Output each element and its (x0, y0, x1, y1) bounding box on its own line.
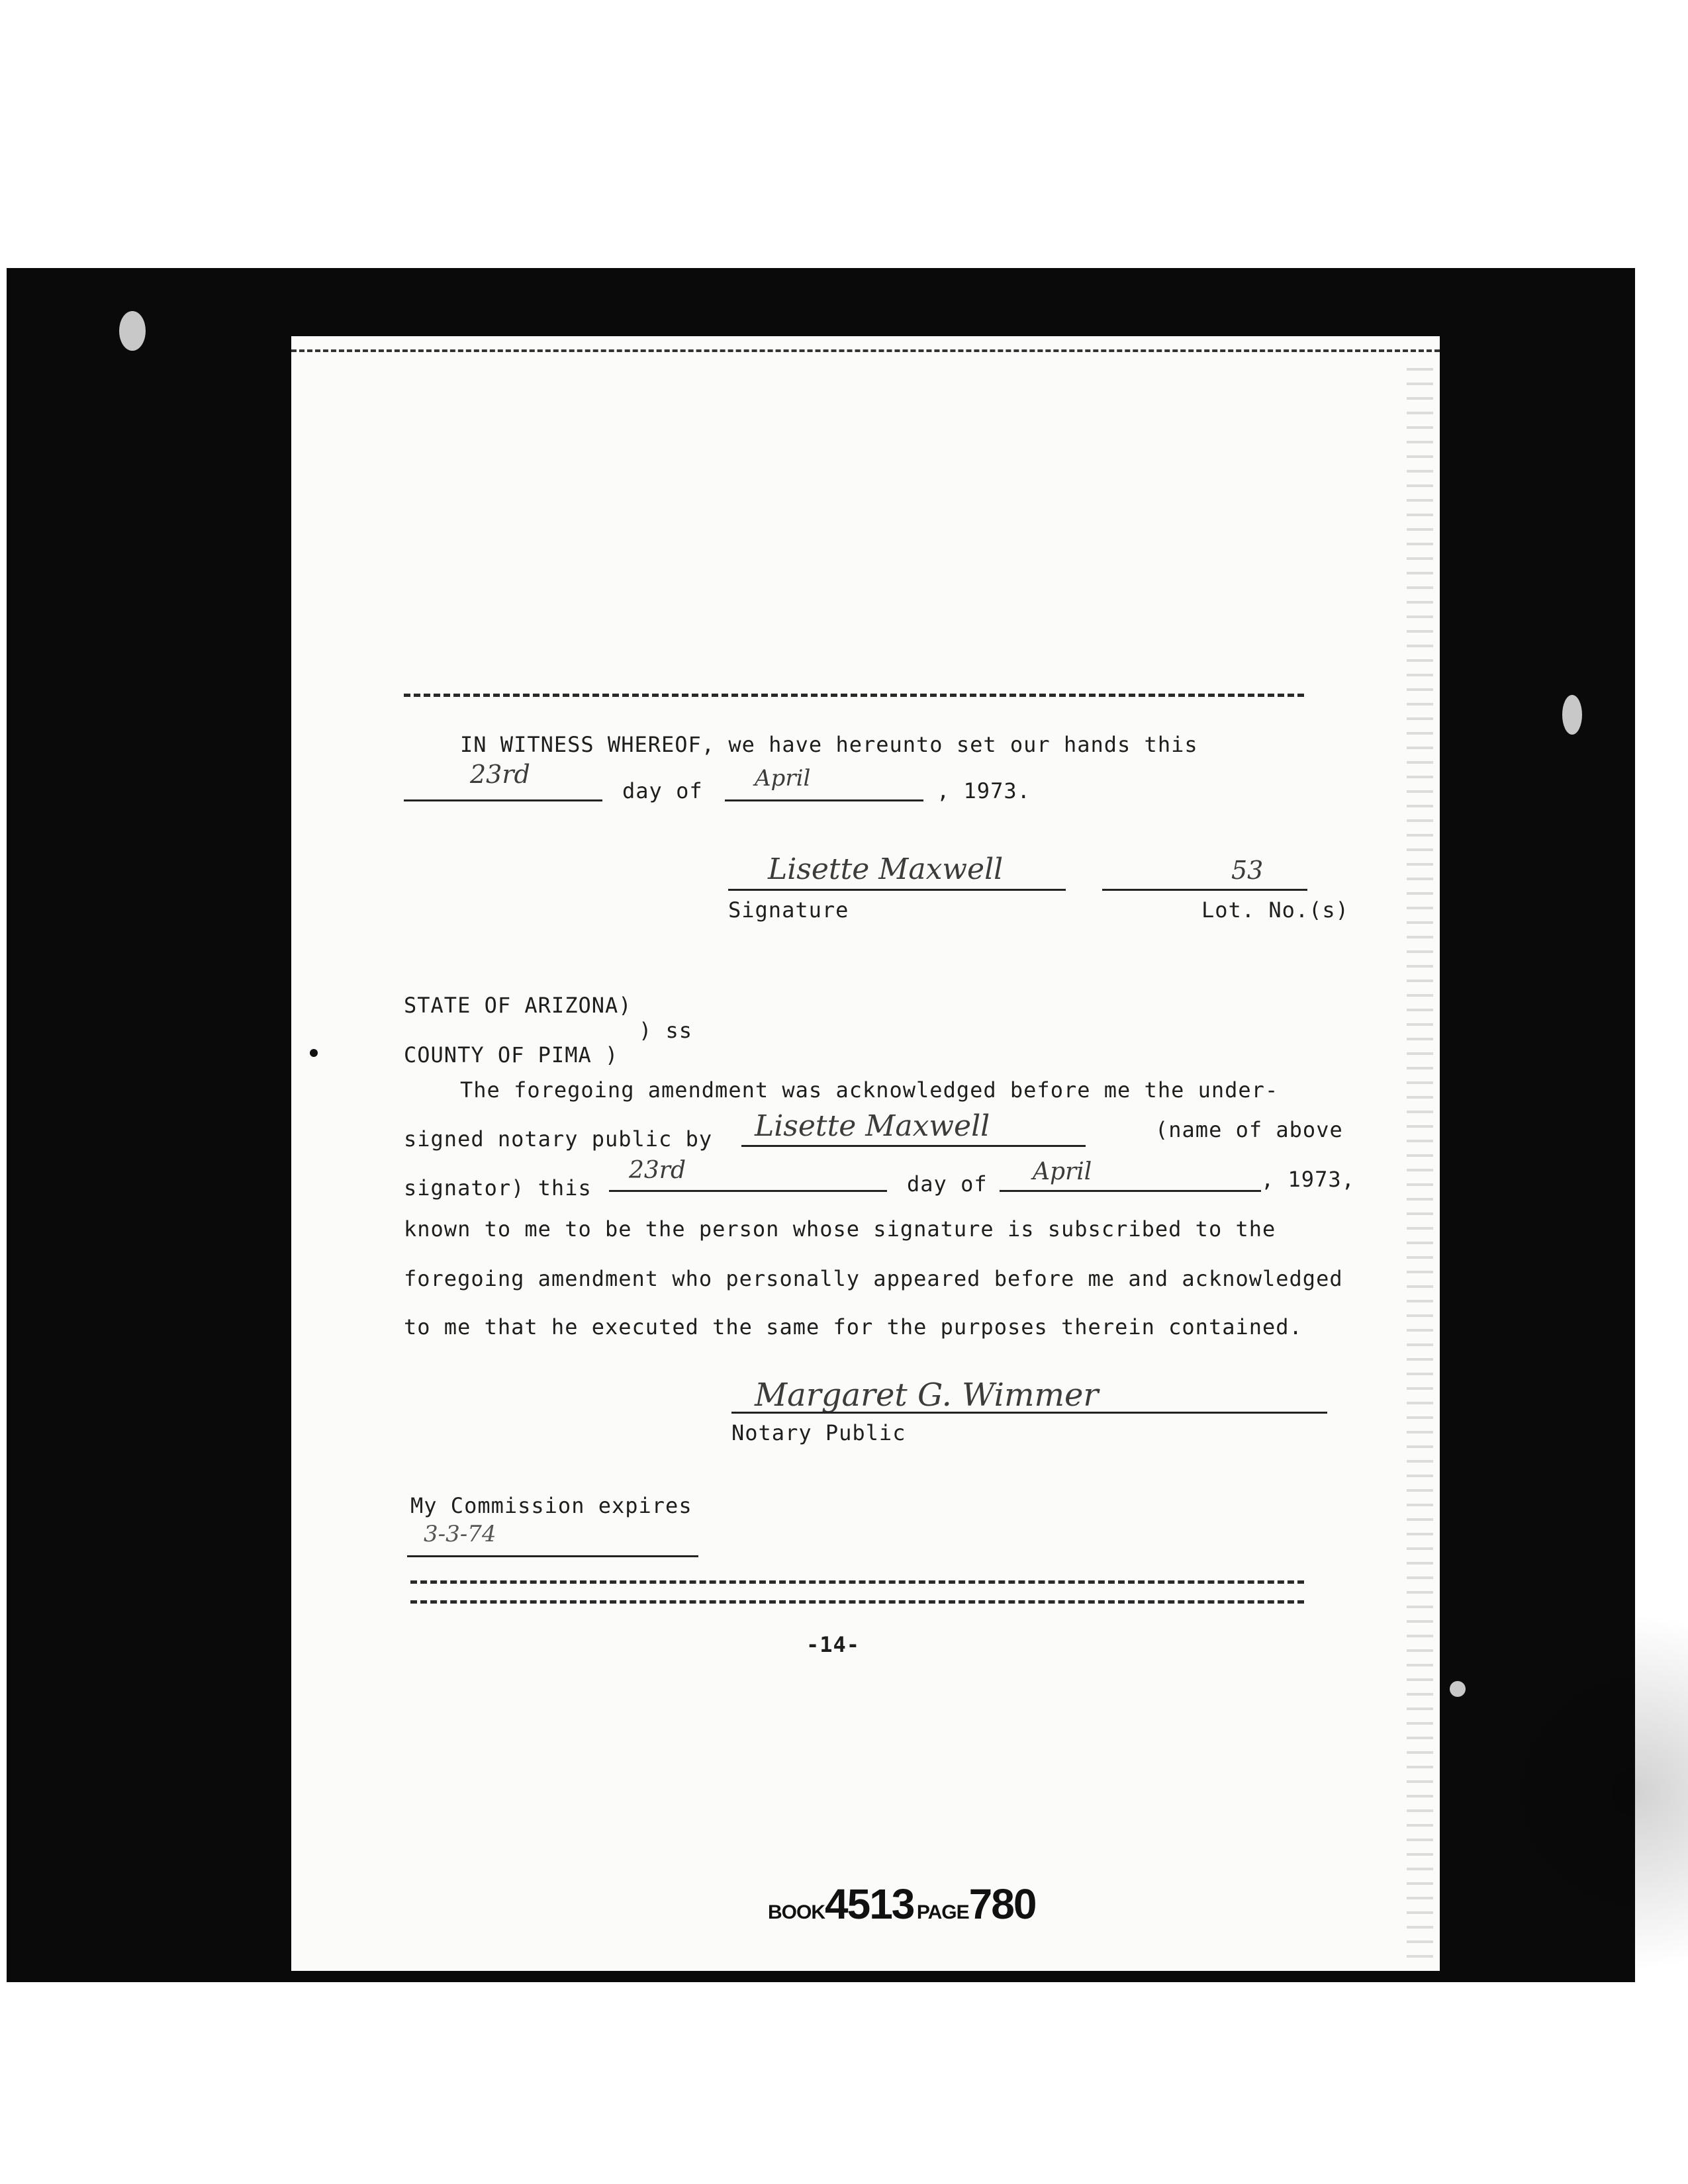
page-ref: 780 (968, 1880, 1036, 1928)
venue-county: COUNTY OF PIMA ) (404, 1042, 619, 1068)
ack-line-1: The foregoing amendment was acknowledged before me the under- (460, 1077, 1279, 1103)
ack-line-2-end: (name of above (1155, 1117, 1343, 1142)
commission-label: My Commission expires (410, 1493, 692, 1518)
member-signature: Lisette Maxwell (768, 852, 1004, 886)
lot-line (1102, 889, 1307, 891)
day-of-label: day of (622, 778, 703, 803)
ack-month: April (1033, 1158, 1092, 1185)
bottom-separator-1 (410, 1580, 1304, 1584)
notary-label: Notary Public (731, 1420, 906, 1445)
ack-line-3-end: , 1973, (1261, 1167, 1355, 1192)
commission-line (407, 1555, 698, 1557)
ack-line-5: foregoing amendment who personally appeared before me and acknowledged (404, 1266, 1343, 1291)
recording-reference (768, 1880, 1035, 1929)
witness-month: April (755, 765, 811, 792)
scan-speck (310, 1049, 318, 1057)
notary-signature-line (731, 1412, 1327, 1414)
page-word: PAGE (916, 1901, 969, 1923)
witness-clause: IN WITNESS WHEREOF, we have hereunto set our hands this (460, 732, 1198, 757)
scan-speck (1450, 1681, 1466, 1697)
notary-signature: Margaret G. Wimmer (755, 1377, 1099, 1414)
signature-line (728, 889, 1066, 891)
top-edge (291, 336, 1440, 352)
ack-line-6: to me that he executed the same for the purposes therein contained. (404, 1314, 1303, 1340)
lot-number: 53 (1231, 856, 1264, 885)
signature-label: Signature (728, 897, 849, 923)
ack-line-2-start: signed notary public by (404, 1126, 713, 1152)
scan-speck (119, 311, 146, 351)
ack-day-of: day of (907, 1171, 988, 1197)
paper-edge (1407, 356, 1433, 1958)
book-word: BOOK (768, 1901, 825, 1923)
venue-ss: ) ss (639, 1018, 693, 1043)
witness-year: , 1973. (937, 778, 1031, 803)
witness-day: 23rd (470, 760, 530, 789)
top-separator (404, 694, 1304, 697)
ack-line-4: known to me to be the person whose signature is subscribed to the (404, 1216, 1276, 1242)
page-number: -14- (806, 1632, 861, 1657)
scan-speck (1562, 695, 1582, 735)
ack-signer-line (741, 1145, 1086, 1147)
document-page (291, 336, 1440, 1971)
venue-state: STATE OF ARIZONA) (404, 993, 632, 1018)
witness-month-line (725, 799, 923, 801)
ack-line-3-start: signator) this (404, 1175, 592, 1201)
scan-noise (1516, 1522, 1688, 1972)
ack-day: 23rd (629, 1157, 686, 1184)
commission-date: 3-3-74 (424, 1521, 496, 1547)
bottom-separator-2 (410, 1600, 1304, 1604)
book-number: 4513 (825, 1880, 914, 1928)
lot-label: Lot. No.(s) (1201, 897, 1349, 923)
ack-signer-name: Lisette Maxwell (755, 1109, 990, 1143)
witness-day-line (404, 799, 602, 801)
ack-month-line (1000, 1190, 1261, 1192)
ack-day-line (609, 1190, 887, 1192)
